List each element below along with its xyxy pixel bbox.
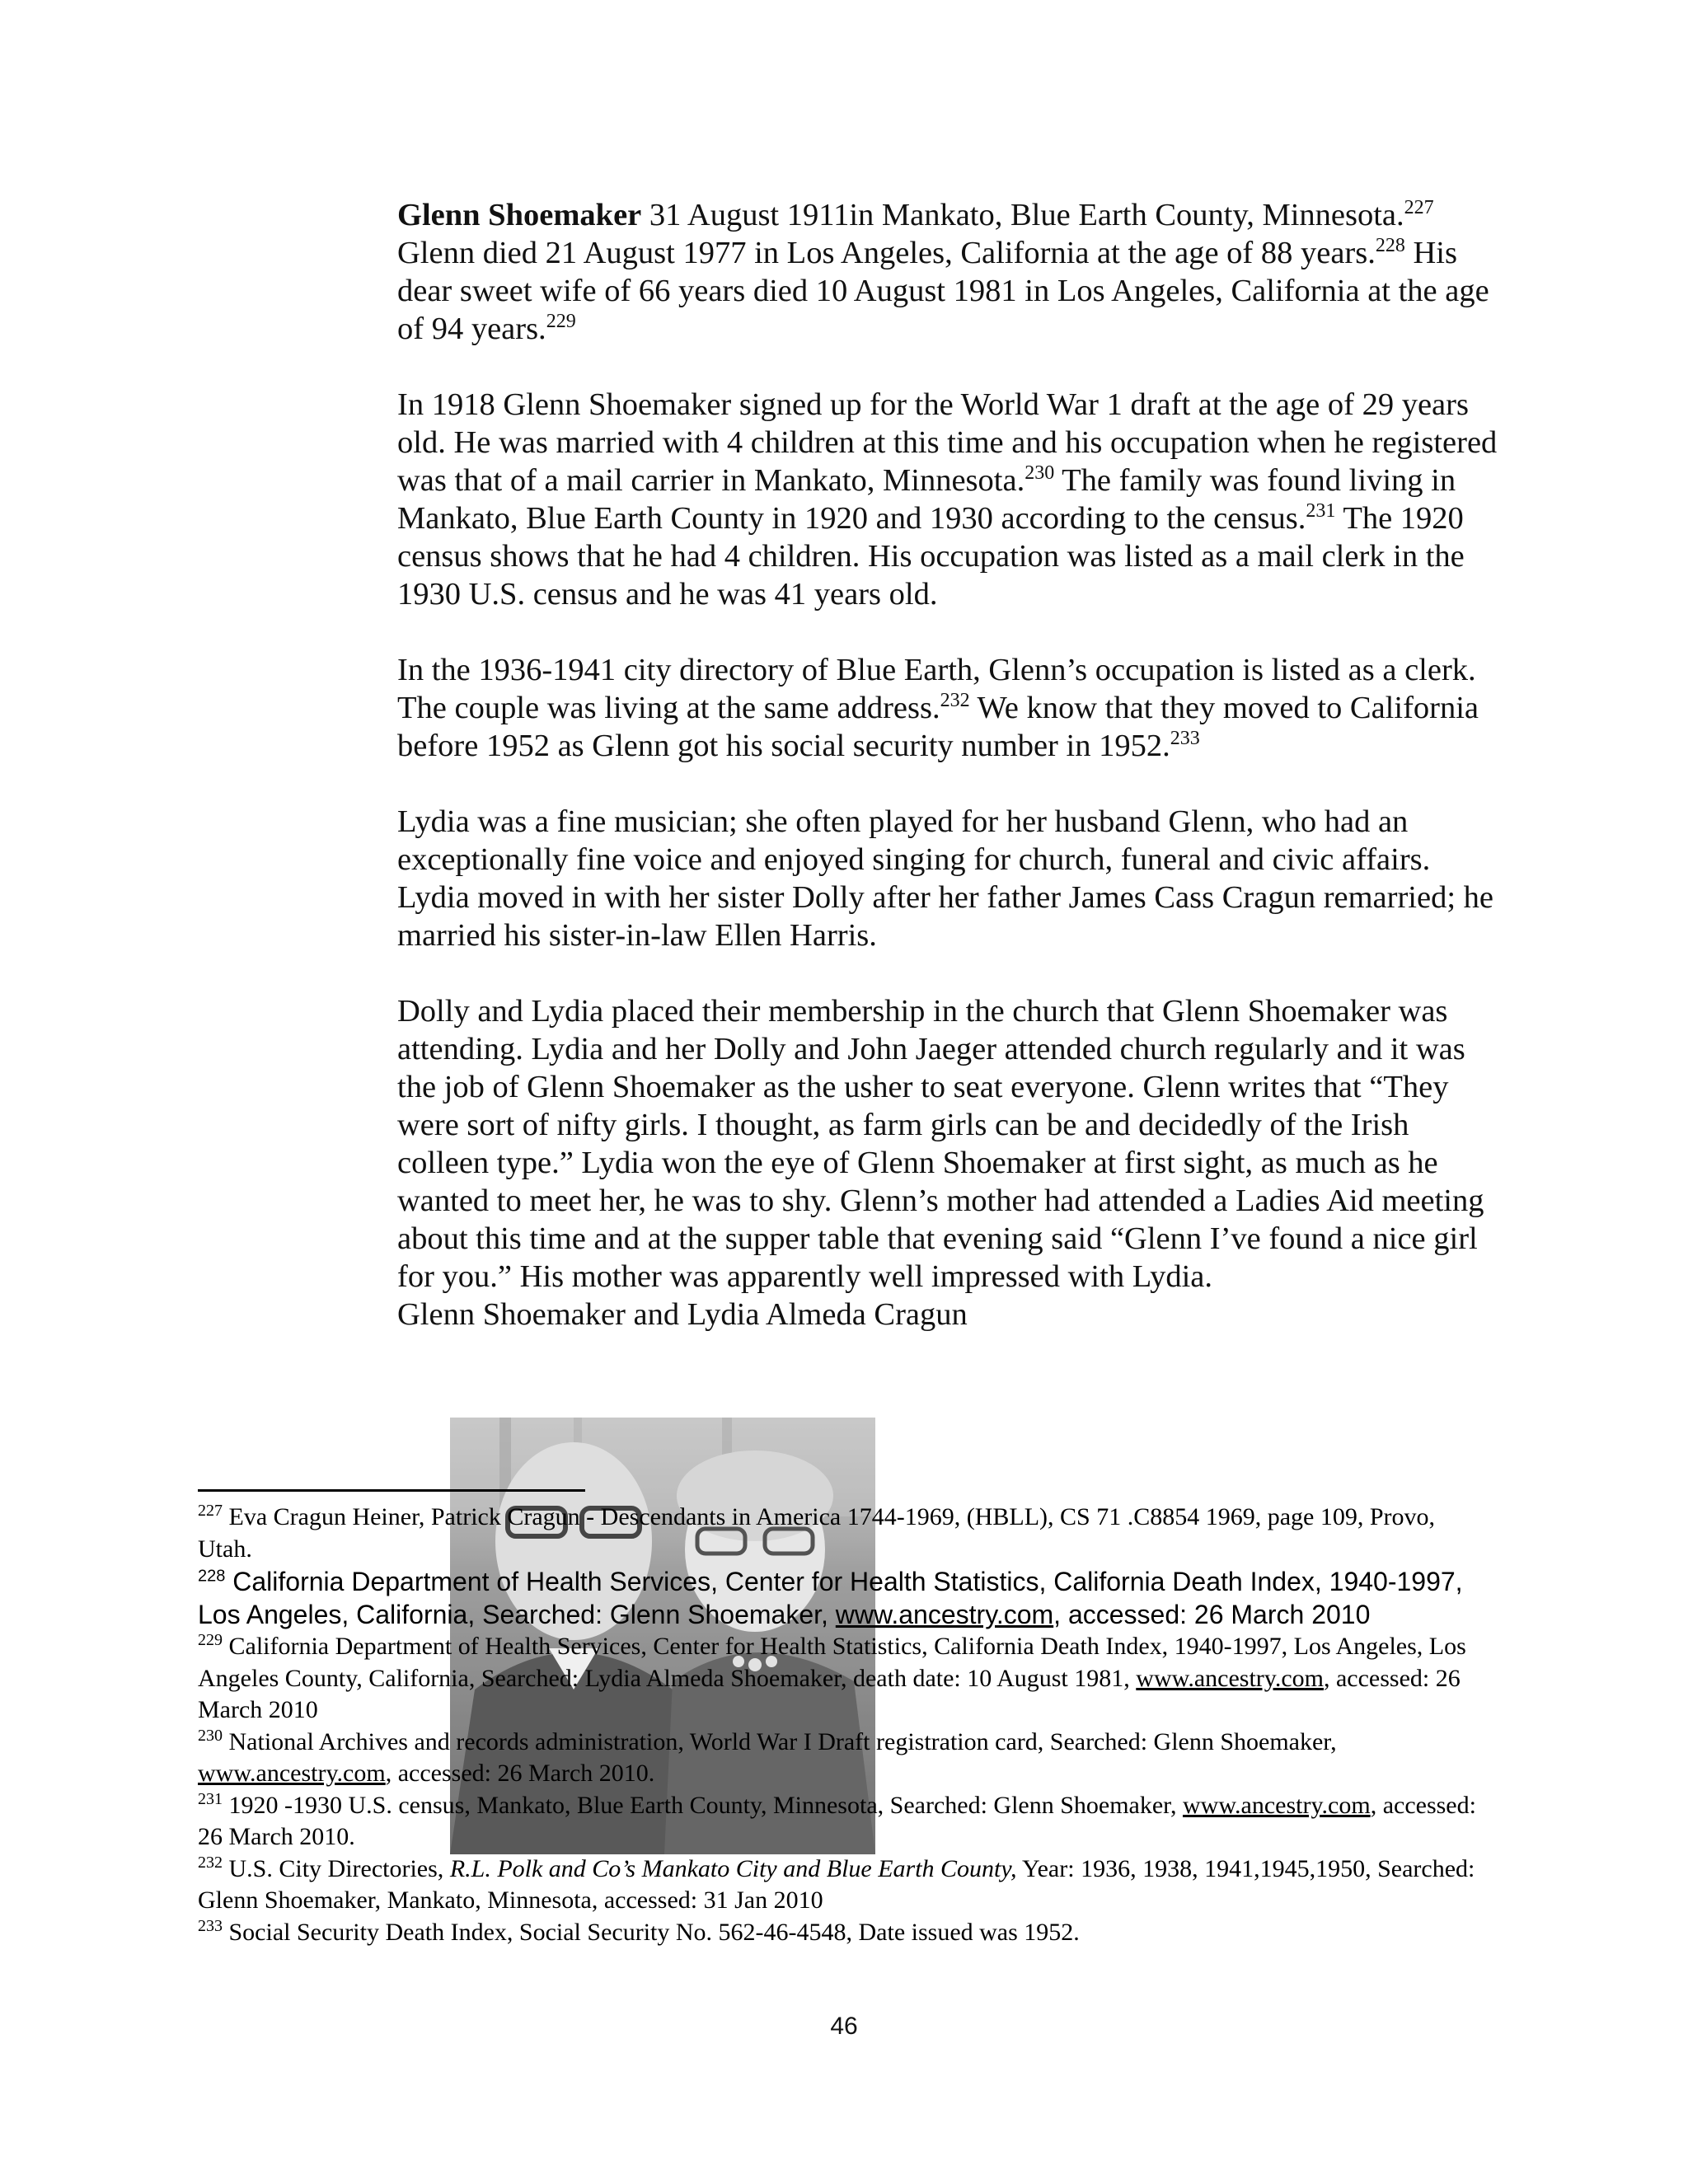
footnote-ref: 231 xyxy=(1306,500,1336,523)
footnote-number: 227 xyxy=(198,1502,223,1520)
photo-caption: Glenn Shoemaker and Lydia Almeda Cragun xyxy=(397,1297,968,1332)
page-number: 46 xyxy=(830,2013,858,2040)
footnote-228 xyxy=(198,1565,1492,1631)
footnote-230 xyxy=(198,1727,1492,1790)
footnote-text: U.S. City Directories, xyxy=(223,1854,450,1882)
footnote-229 xyxy=(198,1631,1492,1727)
footnote-number: 230 xyxy=(198,1726,223,1745)
footnote-227 xyxy=(198,1502,1492,1565)
footnote-number: 229 xyxy=(198,1631,223,1649)
ancestry-link[interactable]: www.ancestry.com xyxy=(835,1600,1054,1629)
footnote-text: National Archives and records administration, World War I Draft registration card, Searched: Glenn Shoemaker, xyxy=(223,1727,1337,1755)
ancestry-link[interactable]: www.ancestry.com xyxy=(198,1760,386,1787)
footnote-title: R.L. Polk and Co’s Mankato City and Blue Earth County, xyxy=(449,1854,1017,1882)
ancestry-link[interactable]: www.ancestry.com xyxy=(1182,1791,1371,1819)
main-text xyxy=(397,196,1502,1333)
text-span: In the 1936-1941 city directory of Blue Earth, Glenn’s occupation is listed as a clerk. The couple was living at the same address. xyxy=(397,653,1476,725)
paragraph-birth-death xyxy=(397,196,1502,348)
footnote-text: California Department of Health Services, Center for Health Statistics, California Death Index, 1940-1997, Los Angeles, California, Searched: Glenn Shoemaker, xyxy=(198,1567,1463,1629)
footnote-separator xyxy=(198,1489,585,1492)
footnote-text: , accessed: 26 March 2010. xyxy=(198,1791,1476,1850)
footnote-ref: 228 xyxy=(1375,235,1405,257)
footnote-number: 231 xyxy=(198,1789,223,1808)
footnotes xyxy=(198,1502,1492,1948)
text-span: Glenn died 21 August 1977 in Los Angeles, California at the age of 88 years. xyxy=(397,236,1376,270)
footnote-233 xyxy=(198,1917,1492,1949)
footnote-ref: 230 xyxy=(1025,462,1055,485)
footnote-number: 232 xyxy=(198,1853,223,1872)
text-span: His dear sweet wife of 66 years died 10 August 1981 in Los Angeles, California at the age of 94 years. xyxy=(397,236,1489,346)
footnote-text: , accessed: 26 March 2010. xyxy=(385,1760,655,1787)
text-span: We know that they moved to California before 1952 as Glenn got his social security number in 1952. xyxy=(397,691,1479,763)
paragraph-lydia-musician: Lydia was a fine musician; she often played for her husband Glenn, who had an exceptionally fine voice and enjoyed singing for church, funeral and civic affairs. Lydia moved in with her sister Dolly after her father James Cass Cragun remarried; he married his sister-in-law Ellen Harris. xyxy=(397,804,1493,953)
text-span: The 1920 census shows that he had 4 children. His occupation was listed as a mail clerk in the 1930 U.S. census and he was 41 years old. xyxy=(397,501,1465,612)
footnote-ref: 232 xyxy=(940,690,970,712)
footnote-text: , accessed: 26 March 2010 xyxy=(198,1664,1461,1723)
footnote-ref: 233 xyxy=(1170,728,1200,750)
text-span: In 1918 Glenn Shoemaker signed up for the World War 1 draft at the age of 29 years old. He was married with 4 children at this time and his occupation when he registered was that of a mail carrier in Mankato, Minnesota. xyxy=(397,387,1498,498)
paragraph-draft-census xyxy=(397,386,1502,613)
footnote-text: Social Security Death Index, Social Security No. 562-46-4548, Date issued was 1952. xyxy=(223,1918,1080,1946)
person-name: Glenn Shoemaker xyxy=(397,198,642,232)
text-span: 31 August 1911in Mankato, Blue Earth County, Minnesota. xyxy=(641,198,1404,232)
ancestry-link[interactable]: www.ancestry.com xyxy=(1136,1664,1324,1692)
text-span: The family was found living in Mankato, Blue Earth County in 1920 and 1930 according to the census. xyxy=(397,463,1456,536)
footnote-text: California Department of Health Services, Center for Health Statistics, California Death Index, 1940-1997, Los Angeles, Los Angeles County, California, Searched: Lydia Almeda Shoemaker, death date: 10 August 1981, xyxy=(198,1633,1466,1692)
footnote-231 xyxy=(198,1790,1492,1854)
footnote-text: , accessed: 26 March 2010 xyxy=(1053,1600,1371,1629)
footnote-text: 1920 -1930 U.S. census, Mankato, Blue Earth County, Minnesota, Searched: Glenn Shoemaker, xyxy=(223,1791,1183,1819)
footnote-ref: 229 xyxy=(546,311,576,333)
footnote-number: 233 xyxy=(198,1916,223,1935)
footnote-text: Year: 1936, 1938, 1941,1945,1950, Searched: Glenn Shoemaker, Mankato, Minnesota, accessed: 31 Jan 2010 xyxy=(198,1854,1475,1914)
footnote-text: Eva Cragun Heiner, Patrick Cragun - Descendants in America 1744-1969, (HBLL), CS 71 .C8854 1969, page 109, Provo, Utah. xyxy=(198,1503,1436,1563)
footnote-number: 228 xyxy=(198,1567,226,1586)
footnote-ref: 227 xyxy=(1404,197,1434,219)
paragraph-directory xyxy=(397,651,1502,765)
footnote-232 xyxy=(198,1854,1492,1917)
paragraph-church: Dolly and Lydia placed their membership in the church that Glenn Shoemaker was attending. Lydia and her Dolly and John Jaeger attended church regularly and it was the job of Glenn Shoemaker as the usher to seat everyone. Glenn writes that “They were sort of nifty girls. I thought, as farm girls can be and decidedly of the Irish colleen type.” Lydia won the eye of Glenn Shoemaker at first sight, as much as he wanted to meet her, he was to shy. Glenn’s mother had attended a Ladies Aid meeting about this time and at the supper table that evening said “Glenn I’ve found a nice girl for you.” His mother was apparently well impressed with Lydia. xyxy=(397,994,1484,1294)
